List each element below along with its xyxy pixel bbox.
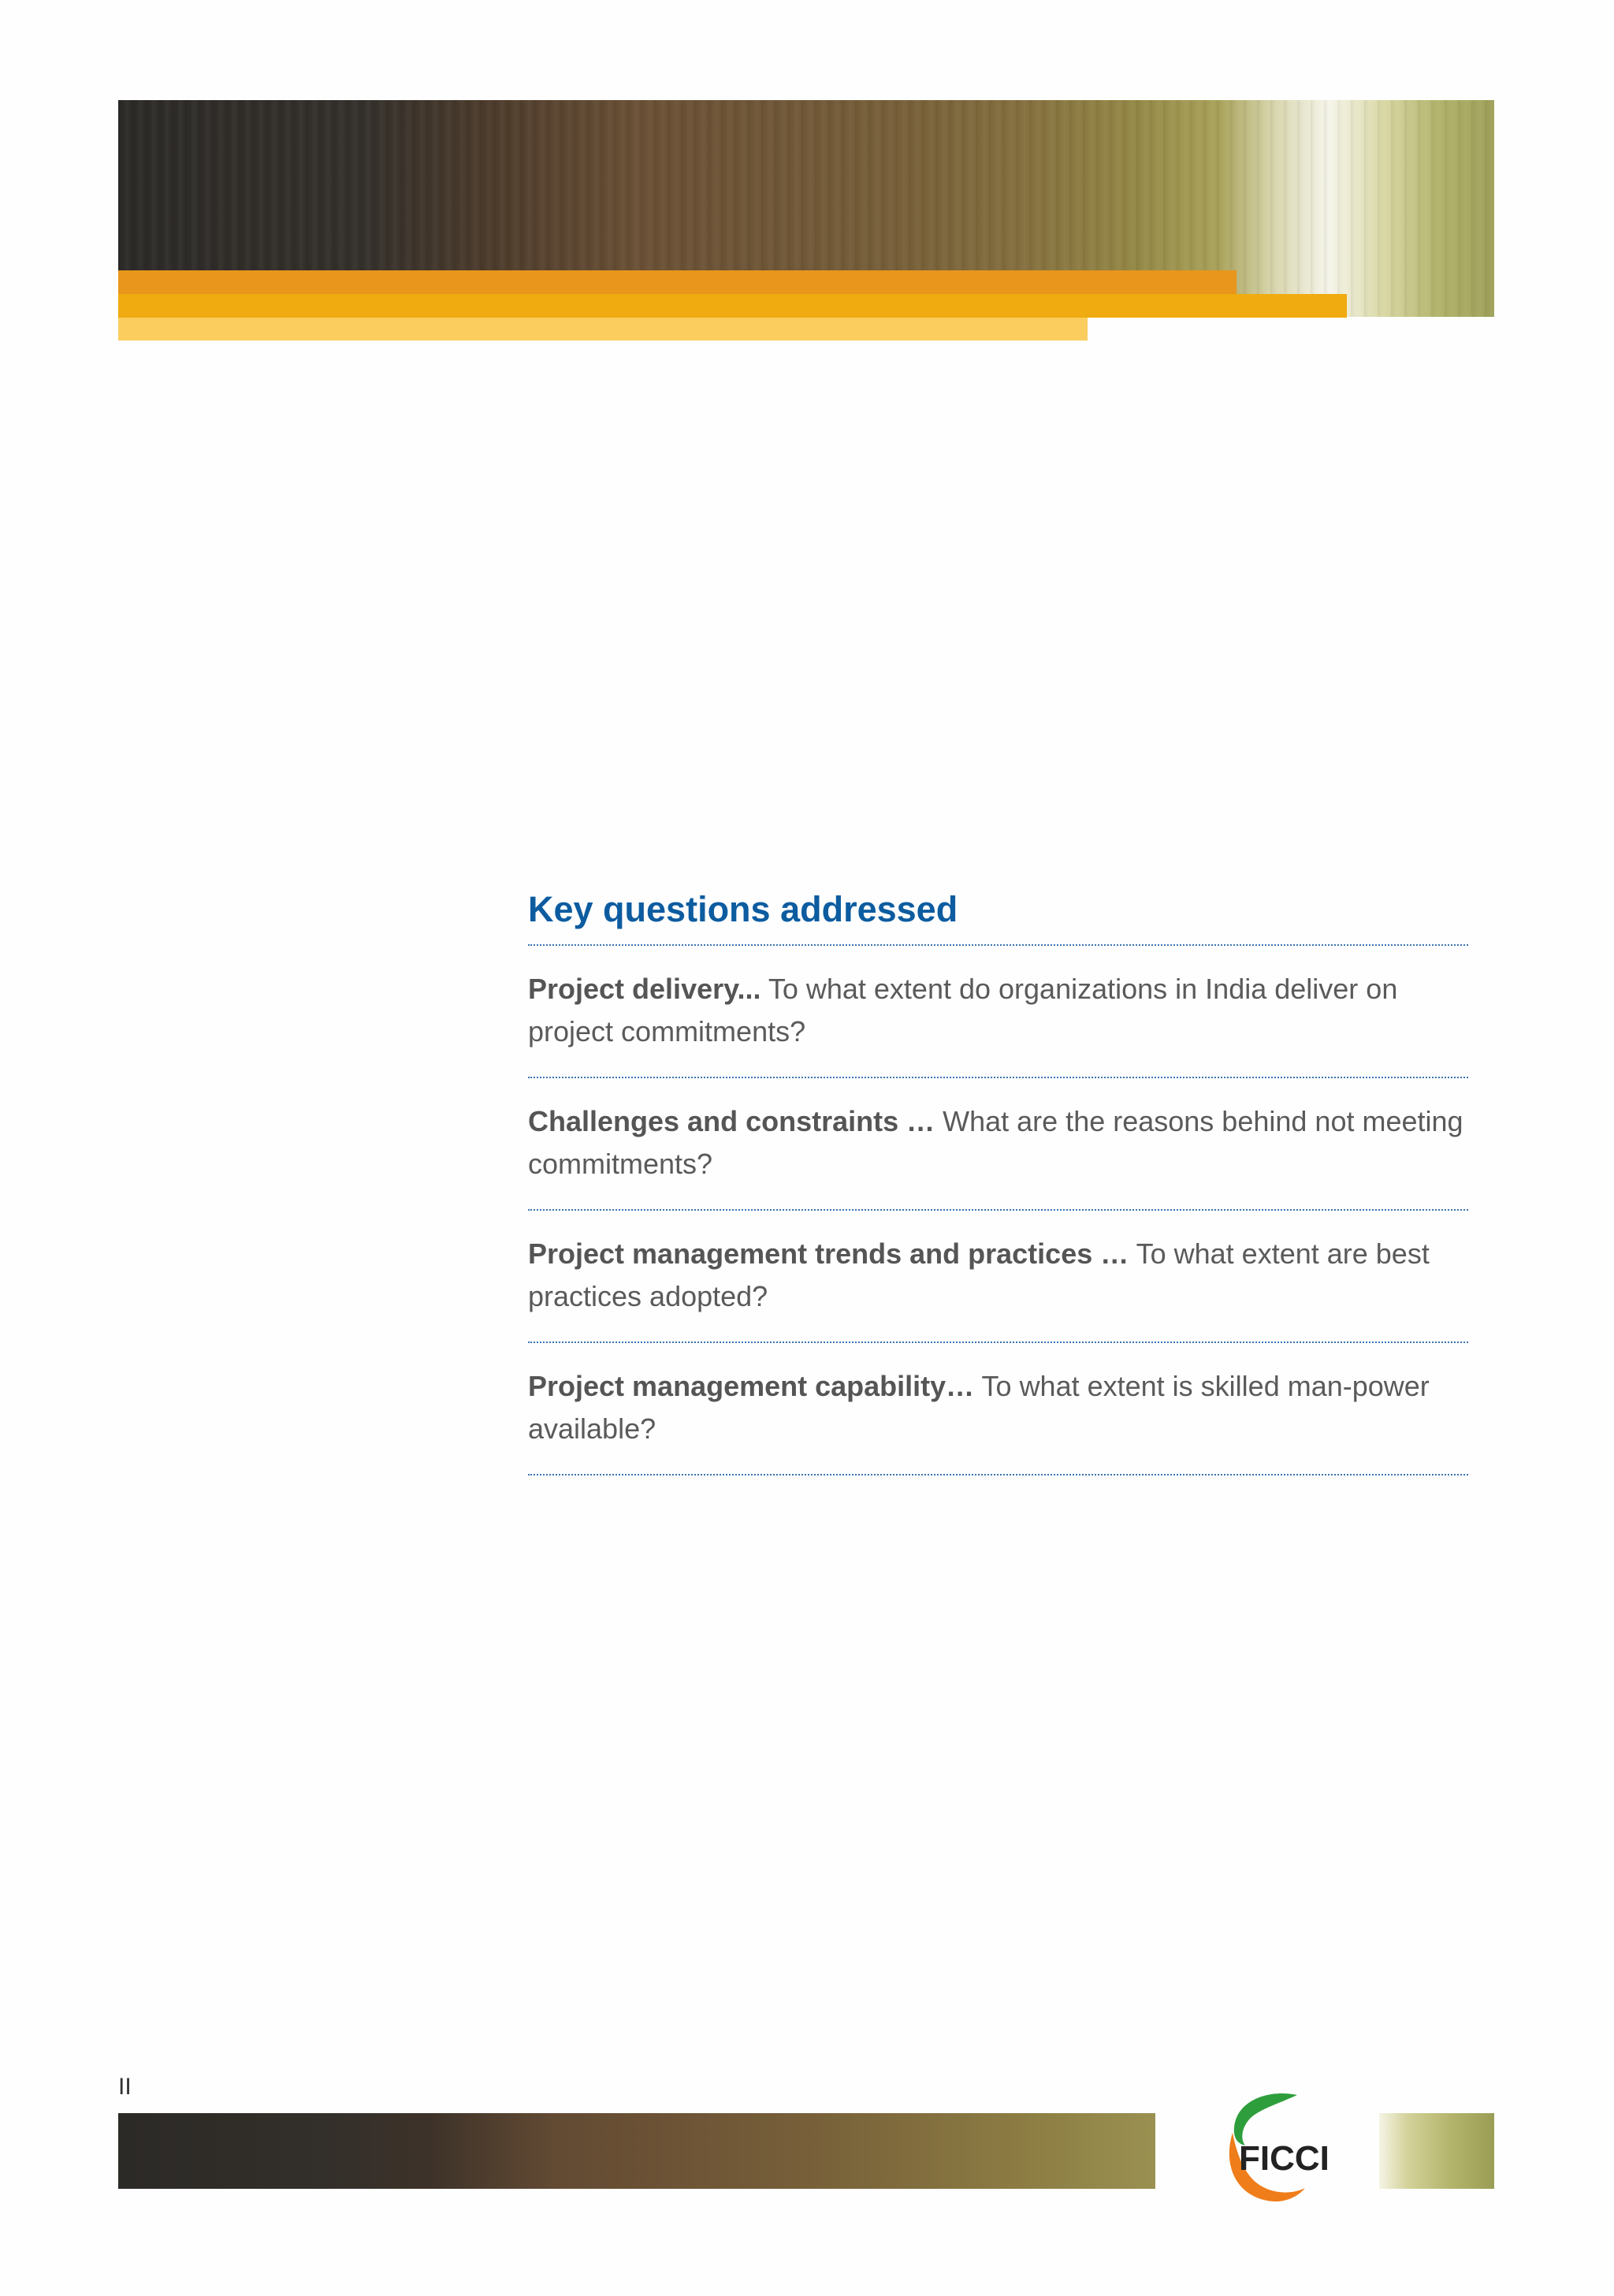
header-stripe-yellow — [118, 318, 1088, 340]
ficci-logo-icon — [1204, 2087, 1346, 2213]
question-lead: Challenges and constraints … — [528, 1105, 935, 1137]
question-lead: Project management trends and practices … — [528, 1237, 1129, 1270]
section-heading: Key questions addressed — [528, 889, 958, 929]
footer-banner-corner — [1379, 2113, 1494, 2189]
question-text: To what extent is skilled man-power available? — [528, 1370, 1430, 1445]
question-item — [528, 1211, 1468, 1342]
question-lead: Project management capability… — [528, 1370, 975, 1402]
question-text: To what extent do organizations in India deliver on project commitments? — [528, 973, 1398, 1048]
question-item — [528, 946, 1468, 1077]
footer-banner-image — [118, 2113, 1155, 2189]
question-text: To what extent are best practices adopted? — [528, 1237, 1430, 1312]
dotted-divider — [528, 1474, 1468, 1475]
logo-text: FICCI — [1239, 2139, 1330, 2178]
question-text: What are the reasons behind not meeting commitments? — [528, 1105, 1463, 1180]
header-stripe-amber — [118, 294, 1347, 318]
header-stripe-orange — [118, 270, 1237, 295]
question-item — [528, 1078, 1468, 1209]
question-lead: Project delivery... — [528, 973, 761, 1005]
question-item — [528, 1343, 1468, 1474]
page-number: II — [118, 2074, 132, 2100]
logo-green-swoosh — [1234, 2093, 1297, 2145]
key-questions-section — [528, 881, 1468, 1475]
